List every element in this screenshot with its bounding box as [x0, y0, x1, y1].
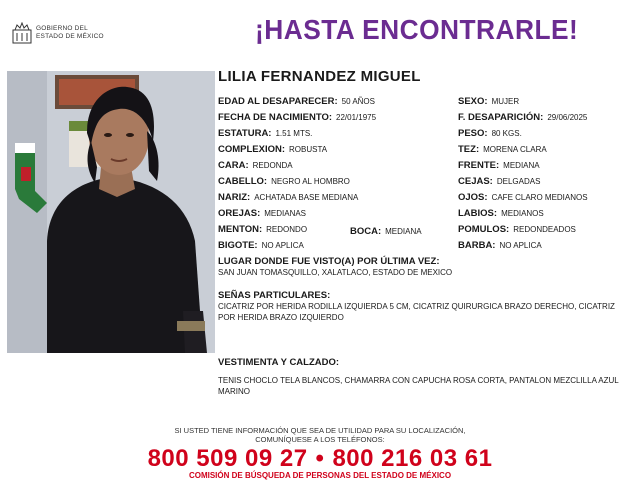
field-label: MENTON: [218, 224, 263, 235]
field-value: MUJER [491, 97, 520, 106]
field-value: MEDIANA [503, 161, 540, 170]
logo-text: GOBIERNO DEL ESTADO DE MÉXICO [36, 25, 104, 40]
field-value: ROBUSTA [289, 145, 328, 154]
field-value: 22/01/1975 [336, 113, 377, 122]
field-label: CEJAS: [458, 176, 493, 187]
field-value: NEGRO AL HOMBRO [271, 177, 350, 186]
field-value: CAFE CLARO MEDIANOS [491, 193, 588, 202]
field-value: REDONDEADOS [513, 225, 576, 234]
state-government-logo [12, 20, 122, 50]
field-value: 80 KGS. [491, 129, 522, 138]
field-label: BARBA: [458, 240, 496, 251]
field-cejas [458, 176, 540, 188]
field-label: LABIOS: [458, 208, 498, 219]
phone-separator: • [315, 445, 325, 472]
field-barba [458, 240, 542, 252]
field-value: REDONDA [252, 161, 293, 170]
marks-text: CICATRIZ POR HERIDA RODILLA IZQUIERDA 5 CM, CICATRIZ QUIRURGICA BRAZO DERECHO, CICATRIZ POR HERIDA BRAZO IZQUIERDO [218, 302, 615, 322]
clothing-title: VESTIMENTA Y CALZADO: [218, 357, 340, 368]
clothing-text: TENIS CHOCLO TELA BLANCOS, CHAMARRA CON CAPUCHA ROSA CORTA, PANTALON MEZCLILLA AZUL MARINO [218, 376, 619, 396]
field-label: NARIZ: [218, 192, 251, 203]
field-nariz [218, 192, 358, 204]
contact-info-line1: SI USTED TIENE INFORMACIÓN QUE SEA DE UTILIDAD PARA SU LOCALIZACIÓN, [174, 426, 466, 435]
field-cabello [218, 176, 350, 188]
headline: ¡HASTA ENCONTRARLE! [255, 14, 579, 45]
person-name: LILIA FERNANDEZ MIGUEL [218, 68, 421, 85]
field-value: DELGADAS [496, 177, 541, 186]
phone-numbers [0, 445, 640, 473]
field-label: BIGOTE: [218, 240, 258, 251]
field-boca [350, 226, 422, 238]
field-frente [458, 160, 540, 172]
field-edad [218, 96, 375, 108]
field-label: PESO: [458, 128, 488, 139]
field-menton [218, 224, 307, 236]
field-value: MEDIANAS [264, 209, 307, 218]
field-value: 29/06/2025 [547, 113, 588, 122]
commission-name: COMISIÓN DE BÚSQUEDA DE PERSONAS DEL ESTADO DE MÉXICO [188, 471, 452, 480]
field-label: TEZ: [458, 144, 480, 155]
field-orejas [218, 208, 306, 220]
phone-number-1[interactable]: 800 509 09 27 [147, 445, 308, 472]
field-labios [458, 208, 544, 220]
field-value: NO APLICA [261, 241, 304, 250]
field-value: ACHATADA BASE MEDIANA [254, 193, 359, 202]
last-seen-title: LUGAR DONDE FUE VISTO(A) POR ÚLTIMA VEZ: [218, 256, 440, 267]
coat-of-arms-icon [12, 22, 32, 44]
field-cara [218, 160, 293, 172]
field-sexo [458, 96, 519, 108]
field-peso [458, 128, 522, 140]
field-label: OREJAS: [218, 208, 261, 219]
field-estatura [218, 128, 312, 140]
contact-info-line2: COMUNÍQUESE A LOS TELÉFONOS: [255, 435, 385, 444]
field-ojos [458, 192, 588, 204]
field-desaparicion [458, 112, 587, 124]
marks-title: SEÑAS PARTICULARES: [218, 290, 331, 301]
phone-number-2[interactable]: 800 216 03 61 [332, 445, 493, 472]
field-nacimiento [218, 112, 376, 124]
field-label: ESTATURA: [218, 128, 272, 139]
field-value: REDONDO [266, 225, 308, 234]
field-label: CABELLO: [218, 176, 268, 187]
field-label: FECHA DE NACIMIENTO: [218, 112, 332, 123]
field-label: BOCA: [350, 226, 382, 237]
field-value: MEDIANA [385, 227, 422, 236]
field-label: EDAD AL DESAPARECER: [218, 96, 338, 107]
field-label: SEXO: [458, 96, 488, 107]
field-tez [458, 144, 547, 156]
field-bigote [218, 240, 304, 252]
field-value: MORENA CLARA [483, 145, 547, 154]
field-value: 50 AÑOS [341, 97, 375, 106]
field-complexion [218, 144, 327, 156]
last-seen-text: SAN JUAN TOMASQUILLO, XALATLACO, ESTADO DE MEXICO [218, 268, 453, 277]
field-label: COMPLEXION: [218, 144, 286, 155]
field-pomulos [458, 224, 576, 236]
field-label: OJOS: [458, 192, 488, 203]
field-value: NO APLICA [499, 241, 542, 250]
field-label: POMULOS: [458, 224, 510, 235]
missing-person-photo [7, 71, 215, 353]
field-value: 1.51 MTS. [275, 129, 313, 138]
field-value: MEDIANOS [501, 209, 544, 218]
field-label: FRENTE: [458, 160, 500, 171]
field-label: CARA: [218, 160, 249, 171]
field-label: F. DESAPARICIÓN: [458, 112, 544, 123]
